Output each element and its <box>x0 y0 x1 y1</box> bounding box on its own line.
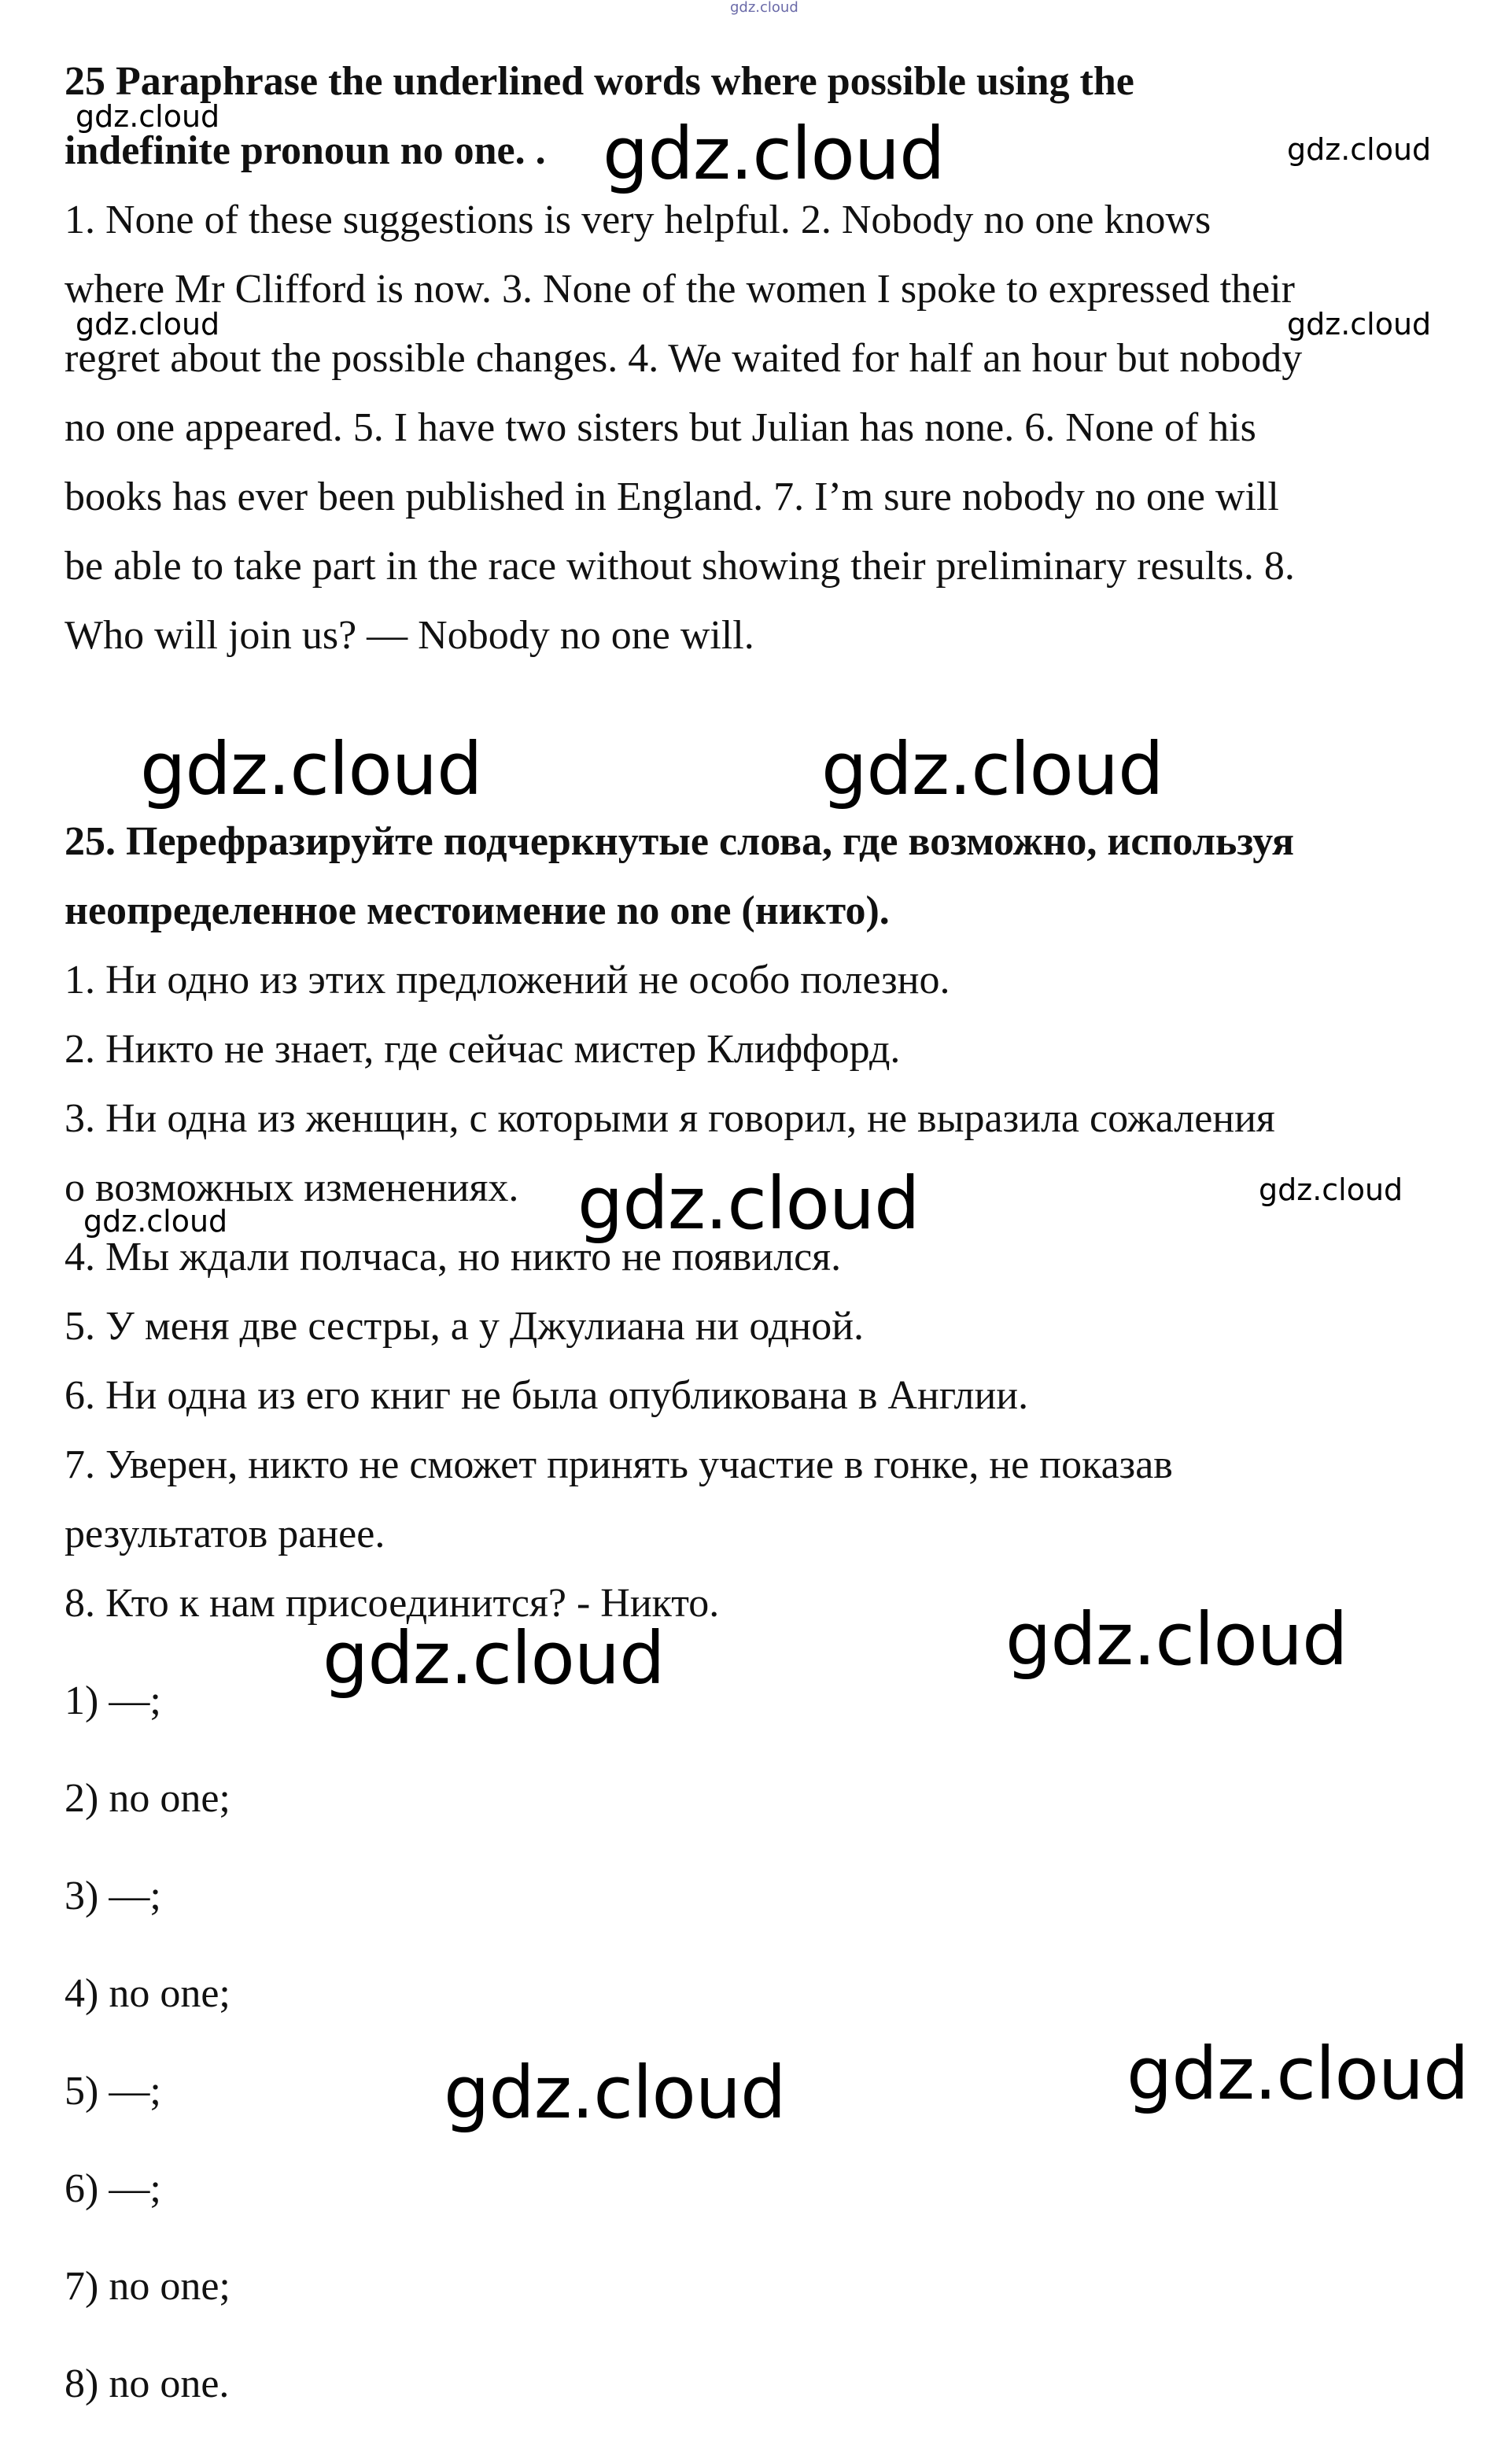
russian-line: о возможных изменениях. <box>65 1165 519 1210</box>
russian-line: 6. Ни одна из его книг не была опубликована в Англии. <box>65 1373 1029 1418</box>
watermark-large: gdz.cloud <box>603 112 945 196</box>
watermark-small: gdz.cloud <box>1287 307 1432 342</box>
answer-item: 3) —; <box>65 1874 161 1918</box>
answer-item: 6) —; <box>65 2166 161 2211</box>
russian-line: 7. Уверен, никто не сможет принять участие в гонке, не показав <box>65 1442 1173 1487</box>
answer-item: 8) no one. <box>65 2361 230 2406</box>
watermark-large: gdz.cloud <box>444 2051 786 2135</box>
watermark-small: gdz.cloud <box>1259 1172 1403 1207</box>
russian-title-line-1: 25. Перефразируйте подчеркнутые слова, где возможно, используя <box>65 819 1295 864</box>
russian-title-line-2: неопределенное местоимение no one (никто). <box>65 888 890 933</box>
english-line: Who will join us? — Nobody no one will. <box>65 613 754 658</box>
english-line: be able to take part in the race without showing their preliminary results. 8. <box>65 544 1295 589</box>
english-title-line-2: indefinite pronoun no one. . <box>65 128 546 173</box>
watermark-large: gdz.cloud <box>577 1161 920 1246</box>
watermark-large: gdz.cloud <box>1127 2032 1469 2116</box>
russian-line: 2. Никто не знает, где сейчас мистер Клиффорд. <box>65 1027 901 1072</box>
answer-item: 7) no one; <box>65 2264 230 2309</box>
russian-line: 3. Ни одна из женщин, с которыми я говорил, не выразила сожаления <box>65 1096 1275 1141</box>
english-title-line-1: 25 Paraphrase the underlined words where possible using the <box>65 59 1134 104</box>
watermark-large: gdz.cloud <box>1005 1597 1348 1682</box>
russian-line: 1. Ни одно из этих предложений не особо полезно. <box>65 958 950 1002</box>
watermark-small: gdz.cloud <box>76 307 220 342</box>
english-line: where Mr Clifford is now. 3. None of the women I spoke to expressed their <box>65 267 1295 312</box>
russian-line: результатов ранее. <box>65 1512 385 1556</box>
watermark-small: gdz.cloud <box>1287 132 1432 167</box>
russian-line: 4. Мы ждали полчаса, но никто не появился. <box>65 1235 842 1279</box>
watermark-large: gdz.cloud <box>140 727 482 811</box>
header-watermark: gdz.cloud <box>730 0 798 16</box>
russian-line: 8. Кто к нам присоединится? - Никто. <box>65 1581 720 1626</box>
answer-item: 5) —; <box>65 2069 161 2114</box>
watermark-small: gdz.cloud <box>76 99 220 134</box>
english-line: 1. None of these suggestions is very helpful. 2. Nobody no one knows <box>65 198 1211 242</box>
russian-line: 5. У меня две сестры, а у Джулиана ни одной. <box>65 1304 865 1349</box>
answer-item: 2) no one; <box>65 1776 230 1821</box>
watermark-large: gdz.cloud <box>323 1616 665 1700</box>
answer-item: 4) no one; <box>65 1971 230 2016</box>
english-line: regret about the possible changes. 4. We waited for half an hour but nobody <box>65 336 1303 381</box>
english-line: books has ever been published in England. 7. I’m sure nobody no one will <box>65 474 1279 519</box>
watermark-large: gdz.cloud <box>821 727 1164 811</box>
english-line: no one appeared. 5. I have two sisters but Julian has none. 6. None of his <box>65 405 1256 450</box>
answer-item: 1) —; <box>65 1678 161 1723</box>
watermark-small: gdz.cloud <box>83 1204 228 1239</box>
